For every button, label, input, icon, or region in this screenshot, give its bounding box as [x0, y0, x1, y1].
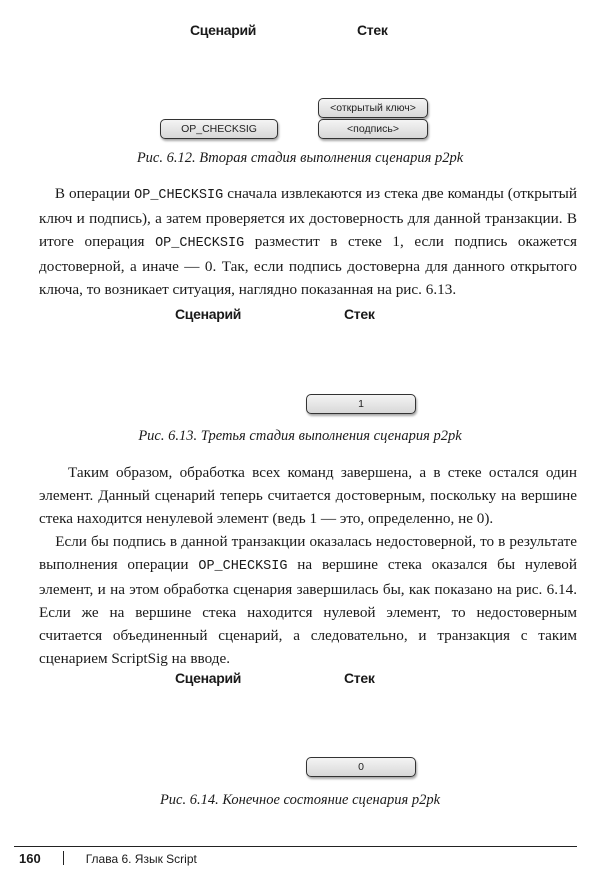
footer-rule: [14, 846, 577, 847]
figure-1-stack-item-signature: <подпись>: [318, 119, 428, 139]
code-op-checksig: OP_CHECKSIG: [134, 188, 224, 203]
figure-1-stack-header: Стек: [357, 22, 388, 38]
figure-2-scenario-header: Сценарий: [175, 306, 242, 322]
paragraph-1: В операции OP_CHECKSIG сначала извлекаются из стека две команды (открытый ключ и подпись), а затем проверяется их достоверность для данной транзакции. В итоге операция OP_CHECKSIG разместит в стеке 1, если подпись окажется достоверной, а иначе — 0. Так, если подпись достоверна для данного открытого ключа, то возникает ситуация, наглядно показанная на рис. 6.13.: [39, 185, 577, 298]
figure-1-stack-item-pubkey: <открытый ключ>: [318, 98, 428, 118]
paragraph-2: Таким образом, обработка всех команд завершена, а в стеке остался один элемент. Данный сценарий теперь считается достоверным, поскольку на вершине стека находится ненулевой элемент (ведь 1 — это, определенно, не 0).: [39, 464, 577, 527]
paragraph-3: Если бы подпись в данной транзакции оказалась недостоверной, то в результате выполнения операции OP_CHECKSIG на вершине стека оказался бы нулевой элемент, и на этом обработка сценария завершилась бы, как показано на рис. 6.14. Если же на вершине стека находится нулевой элемент, то недостоверным считается объединенный сценарий, а следовательно, и транзакция с таким сценарием ScriptSig на вводе.: [39, 533, 577, 667]
footer-separator: [63, 851, 64, 865]
figure-1-scenario-header: Сценарий: [190, 22, 257, 38]
code-op-checksig: OP_CHECKSIG: [198, 559, 288, 574]
figure-1-script-item: OP_CHECKSIG: [160, 119, 278, 139]
figure-3-scenario-header: Сценарий: [175, 670, 242, 686]
figure-2-stack-item: 1: [306, 394, 416, 414]
figure-3-stack-item: 0: [306, 757, 416, 777]
figure-3-stack-header: Стек: [344, 670, 375, 686]
code-op-checksig: OP_CHECKSIG: [155, 236, 245, 251]
figure-2-caption: Рис. 6.13. Третья стадия выполнения сценария p2pk: [138, 428, 462, 444]
chapter-title: Глава 6. Язык Script: [85, 852, 197, 866]
figure-1-caption: Рис. 6.12. Вторая стадия выполнения сценария p2pk: [136, 150, 464, 166]
page-number: 160: [19, 851, 41, 866]
page-footer: [19, 851, 197, 866]
figure-2-stack-header: Стек: [344, 306, 375, 322]
figure-3-caption: Рис. 6.14. Конечное состояние сценария p2pk: [159, 792, 441, 808]
